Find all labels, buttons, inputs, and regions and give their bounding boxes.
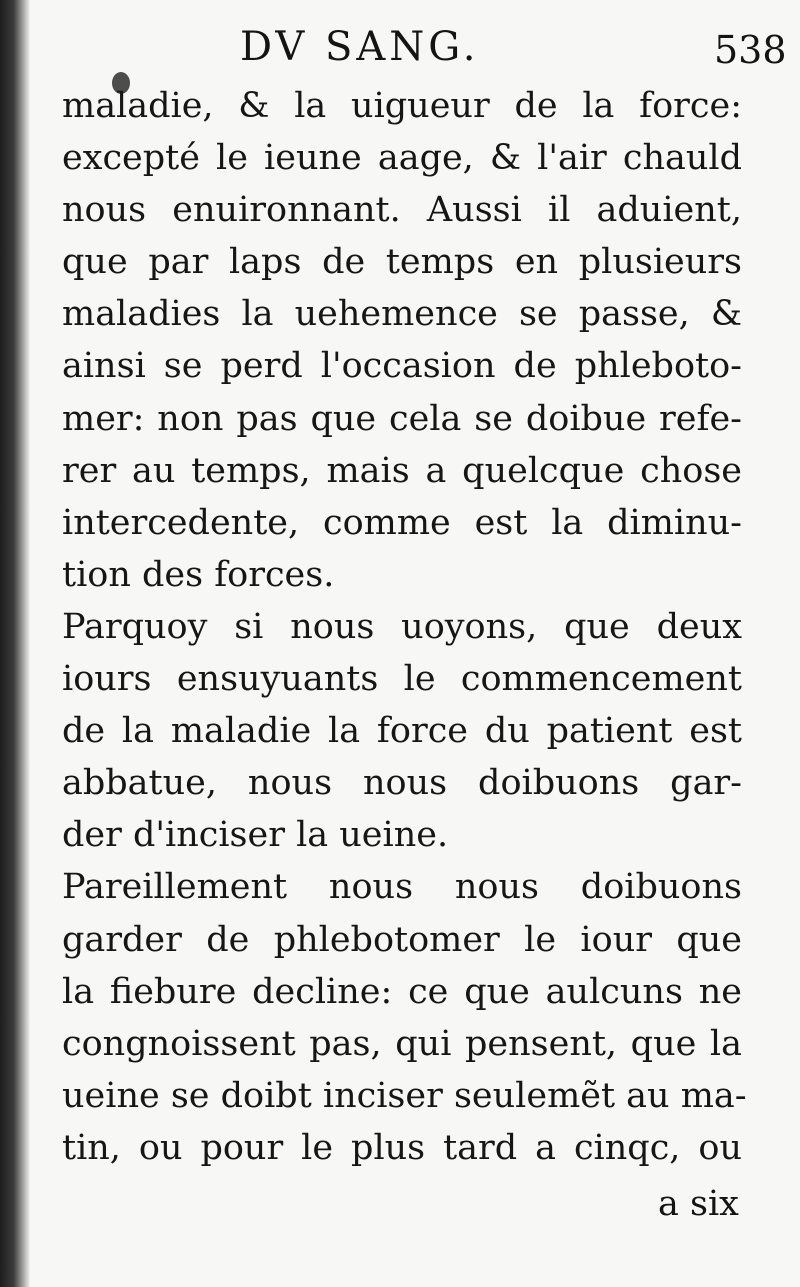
- text-line: tion des forces.: [62, 554, 335, 595]
- text-line: ueine se doibt inciser seulemẽt au ma-: [62, 1075, 747, 1116]
- catchword: a six: [658, 1184, 739, 1224]
- text-line: intercedente, comme est la diminu-: [62, 502, 742, 543]
- text-line: excepté le ieune aage, & l'air chauld: [62, 138, 742, 179]
- book-page: [30, 0, 800, 1287]
- text-line: tin, ou pour le plus tard a cinqc, ou: [62, 1127, 742, 1168]
- text-line: que par laps de temps en plusieurs: [62, 242, 742, 283]
- text-line: de la maladie la force du patient est: [62, 711, 742, 752]
- text-line: la fiebure decline: ce que aulcuns ne: [62, 971, 742, 1012]
- text-line: rer au temps, mais a quelcque chose: [62, 450, 742, 491]
- text-line: maladies la uehemence se passe, &: [62, 294, 742, 335]
- text-line: ainsi se perd l'occasion de phleboto-: [62, 346, 742, 387]
- text-line: iours ensuyuants le commencement: [62, 659, 742, 700]
- text-line: der d'inciser la ueine.: [62, 815, 449, 856]
- text-line: garder de phlebotomer le iour que: [62, 919, 742, 960]
- page-number: 538: [714, 28, 787, 72]
- text-line: Parquoy si nous uoyons, que deux: [62, 606, 742, 647]
- binding-shadow: [0, 0, 30, 1287]
- text-line: nous enuironnant. Aussi il aduient,: [62, 190, 742, 231]
- body-text: [62, 80, 747, 1174]
- text-line: Pareillement nous nous doibuons: [62, 867, 742, 908]
- text-line: congnoissent pas, qui pensent, que la: [62, 1023, 742, 1064]
- text-line: abbatue, nous nous doibuons gar-: [62, 763, 742, 804]
- text-line: mer: non pas que cela se doibue refe-: [62, 398, 742, 439]
- text-line: maladie, & la uigueur de la force:: [62, 86, 742, 126]
- running-title: DV SANG.: [240, 24, 480, 70]
